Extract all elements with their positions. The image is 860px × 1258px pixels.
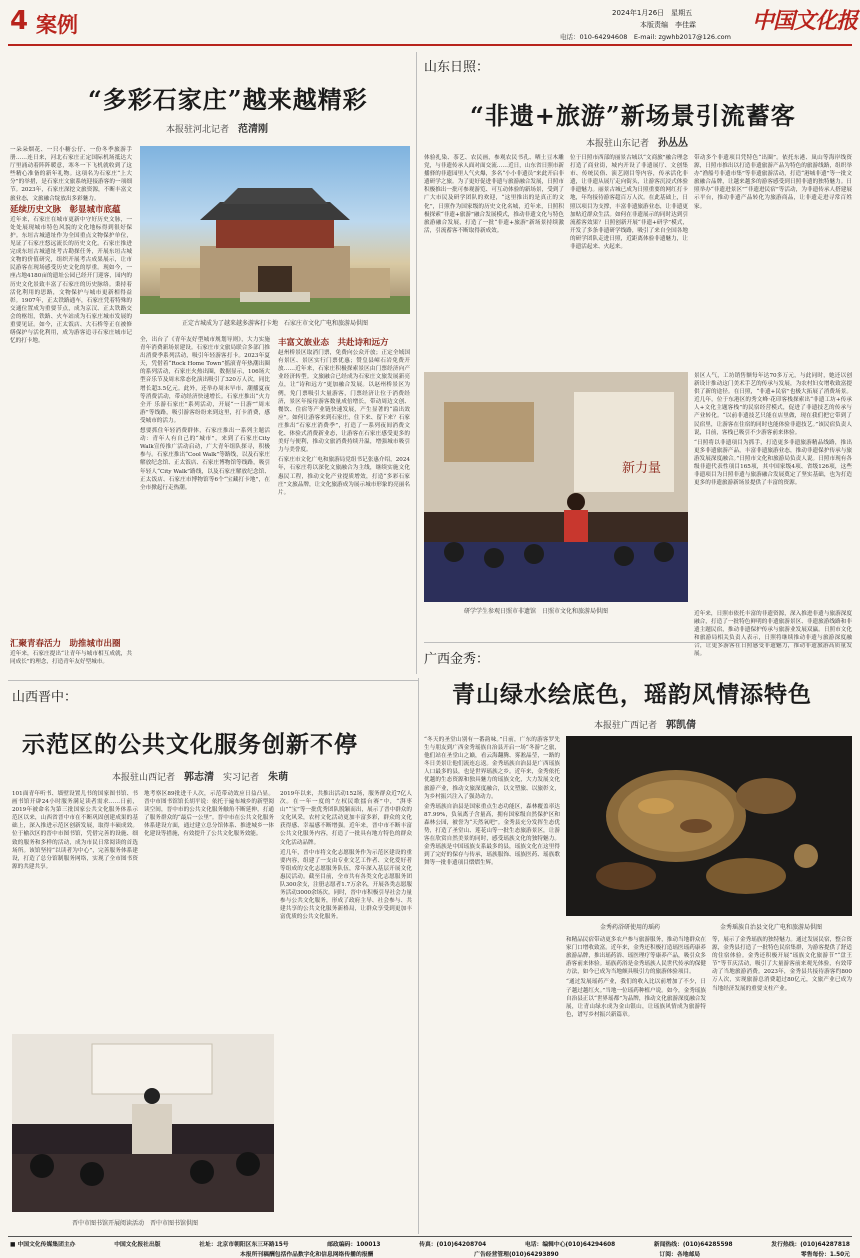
- article2-photo: [424, 372, 688, 602]
- article4-kicker: 广西金秀：: [424, 652, 490, 667]
- article4-photo-caption-right: 金秀瑶族自治县文化广电和旅游局供图: [720, 924, 823, 931]
- article2-title: “非遗+旅游”新场景引流蓄客: [470, 101, 796, 130]
- caption-credit: 石家庄市文化广电和旅游局供图: [284, 320, 369, 327]
- article2-col-b: 位于日照市西部的丽景古城以“文商旅”融合理念打造了商业街，城内开设了非遗展厅、文创集市、传统民俗、演艺剧目等内容，传承活化非遗，让非遗从展厅走向街头，让游客沉浸式体验非遗魅力。丽景古城已成为日照重要的网红打卡地，年均接待游客超百万人次。在此基础上，日照以项目为支撑，丰富非遗旅游业态，让非遗更加贴近群众生活。如何在非遗展示的同时达到引流蓄客效果？日照创新开展“非遗+研学”模式，开发了多条非遗研学线路，吸引了来自全国各地的研学团队走进日照，近距离体验非遗魅力，让非遗活起来、火起来。: [570, 155, 688, 251]
- footer-fax: 传真：(010)64208704: [419, 1242, 487, 1248]
- article2-photo-caption: 研学学生参观日照市非遗馆 日照市文化和旅游局供图: [464, 608, 609, 615]
- byline-name: 孙丛丛: [658, 138, 689, 149]
- footer-rule: [8, 1236, 852, 1237]
- article1-subhead-2: 丰富文旅业态 共赴诗和远方: [278, 338, 389, 348]
- article1-col3: [278, 336, 410, 674]
- article2-col-e: [694, 372, 852, 610]
- footer-line-1: [10, 1239, 850, 1248]
- article1-body-4: 赵州桥景区取消门票，免费向公众开放；正定全域国有景区、景区实行门票优惠；赞皇县嶂石岩免费开放……近年来，石家庄积极探索景区由门票经济向产业经济转型。文旅融合已经成为石家庄文旅发展新亮点，让“诗和远方”更加融合发展。以赵州桥景区为例，免门票吸引大量游客，门票经济让位于消费经济，景区年接待游客数量成倍增长，带动周边文创、餐饮、住宿等产业链快速发展，产生显著的“溢出效应”。如何让游客来到石家庄，住下来、留下来？石家庄推出“石家庄消费季”，打造了一系列夜间消费文化、体验式消费新业态，让游客在石家庄感受更多的美好与便利，推动文旅消费持续升温，增强城市吸引力与美誉度。: [278, 350, 410, 454]
- photo-wall-sign: 新力量: [622, 461, 662, 476]
- article3-col3: [280, 790, 412, 1234]
- caption-inscription: 正定古城成为了越来越多游客打卡地: [182, 320, 279, 327]
- article1-body-6: 近年来，石家庄提出“让青年与城市相互成就，共同成长”的理念，打造青年友好型城市。: [10, 651, 132, 666]
- article4-photo: [566, 736, 852, 916]
- herbal-medicine-illustration: [566, 736, 852, 916]
- footer-dist-hotline: 发行热线：(010)64287818: [771, 1242, 850, 1248]
- byline-name: 郭凯倩: [666, 720, 697, 731]
- article1-body-2: 全，出台了《青年友好型城市规划导则》，大力实施青年消费新场景建设。石家庄市文旅局联合多部门推出消费季系列活动，吸引年轻游客打卡。2023年夏天，凭借着“Rock Home Town”摇滚青年热潮出圈的系列活动，石家庄火热出圈，数据显示，106场大型音乐节及周末常态化演出吸引了320万人次，同比增长超3.5亿元。此外，还举办周末早市、潮播夏夜等消费活动，带动经济快速增长。石家庄推出“火力全开 乐游石家庄”系列活动，开展“一日游”“周末游”等线路，吸引游客纷纷来到这里，打卡消费，感受城市的活力。: [140, 337, 270, 424]
- byline-name-1: 郭志清: [184, 772, 215, 783]
- reading-event-illustration: [12, 1034, 274, 1212]
- article1-byline: [166, 120, 268, 135]
- horizontal-divider-2: [8, 680, 418, 681]
- byline-prefix: 本报驻山东记者: [586, 139, 650, 149]
- article3-photo-caption: 晋中市图书馆开展阅读活动 晋中市图书馆供图: [72, 1220, 199, 1227]
- vertical-divider-2: [418, 678, 419, 1234]
- header-contact: 电话：010-64294608 E-mail: zgwhb2017@126.com: [560, 33, 731, 41]
- section-label: 案例: [36, 12, 78, 37]
- byline-mid: 实习记者: [223, 773, 260, 783]
- article4-body-4: “通过发展瑶药产业，我们的收入比以前增加了不少，日子越过越红火。”当地一位瑶药种植户说。如今，金秀瑶族自治县正以“世界瑶都”为品牌，推动文化旅游深度融合发展，让青山绿水成为金山银山，让瑶族风情成为旅游特色，谱写乡村振兴新篇章。: [566, 979, 706, 1018]
- footer-news-hotline: 新闻热线：(010)64285598: [653, 1242, 733, 1248]
- article2-body-6: “日照将以非遗项目为抓手，打造更多非遗旅游精品线路，推出更多非遗旅游产品，丰富非遗旅游业态，推动非遗保护传承与旅游发展深度融合。”日照市文化和旅游局负责人说。日照市现有各级非遗代表性项目165项，其中国家级4项、省级126项，这些非遗项目为日照非遗与旅游融合发展奠定了坚实基础，也为打造更多的非遗旅游新场景提供了丰富的资源。: [694, 439, 852, 487]
- article1-photo-caption: [182, 318, 368, 327]
- article4-body-3: 和精品民宿带动更多农户参与旅游服务，推动当地群众在家门口增收致富。近年来，金秀还积极打造瑶医瑶药康养旅游品牌，推出瑶药浴、瑶医理疗等康养产品，吸引众多游客前来体验。瑶族药浴是金秀瑶族人民世代传承的保健方法，如今已成为当地颇具吸引力的旅游体验项目。: [566, 937, 706, 976]
- byline-prefix: 本报驻河北记者: [166, 125, 230, 135]
- article3-title: 示范区的公共文化服务创新不停: [22, 731, 358, 758]
- footer-postcode: 邮政编码：100013: [327, 1242, 381, 1248]
- ancient-gate-illustration: [140, 146, 410, 314]
- footer-org: ■ 中国文化传媒集团主办: [10, 1242, 76, 1248]
- article4-byline: [594, 716, 696, 731]
- byline-name-2: 朱萌: [268, 772, 289, 783]
- horizontal-divider-1: [424, 642, 852, 643]
- header-rule: [8, 44, 852, 46]
- study-tour-illustration: [424, 372, 688, 602]
- article3-body-4: 近几年，晋中市将文化志愿服务作为示范区建设的重要内容，组建了一支由专业文艺工作者、文化爱好者等组成的文化志愿服务队伍，常年深入基层开展文化惠民活动。截至目前，全市共有各类文化志愿服务团队300余支，注册志愿者1.7万余名，开展各类志愿服务活动3000余场次。同时，晋中市积极引导社会力量参与公共文化服务，形成了政府主导、社会参与、共建共享的公共文化服务新格局，让群众享受到更加丰富优质的公共文化服务。: [280, 849, 412, 921]
- article3-kicker: 山西晋中：: [12, 690, 78, 705]
- masthead-logo: 中国文化报: [752, 8, 858, 34]
- article1-photo: [140, 146, 410, 314]
- byline-prefix: 本报驻广西记者: [594, 721, 658, 731]
- footer-address: 社址：北京市朝阳区东三环路15号: [199, 1242, 289, 1248]
- byline-prefix: 本报驻山西记者: [112, 773, 176, 783]
- footer-edit-phone: 电话：编辑中心(010)64294608: [524, 1242, 616, 1248]
- article4-col3: 等，展示了金秀瑶族的独特魅力。通过发展民宿，整合资源，金秀县打造了一批特色民宿集群，为游客提供了舒适的住宿体验。金秀还积极开展“瑶族文化旅游节”“盘王节”等节庆活动，吸引了大量游客前来观光体验，有效带动了当地旅游消费。2023年，金秀县共接待游客约800万人次，实现旅游总消费超过80亿元，文旅产业已成为当地经济发展的重要支柱产业。: [712, 937, 852, 992]
- article2-body-4: 近年来，日照市依托丰富的非遗资源，深入推进非遗与旅游深度融合，打造了一批特色鲜明的非遗旅游景区、非遗旅游线路和非遗主题民宿，推动非遗保护传承与旅游业发展双赢。日照市文化和旅游局相关负责人表示，日照将继续推动非遗与旅游深度融合，让更多游客在日照感受非遗魅力，推动非遗旅游高质量发展。: [694, 611, 852, 658]
- article3-col1: 101面青年听书、墙壁设置儿书的国家图书馆、书画书馆开辟24小时服务满足读者需求……日前，2019年被命名为第三批国家公共文化服务体系示范区以来，山西省晋中市在不断巩固创建成果的基础上，深入推进示范区创新发展，取得丰硕成效。位于榆次区的晋中市图书馆，凭借完善的设施、细致的服务和多样的活动，成为市民日常阅读的首选场所。该馆坚持“以读者为中心”，完善服务体系建设，打造了总分馆制服务网络，实现了全市图书资源的共建共享。: [12, 791, 138, 870]
- article2-col1: 体验扎染、茶艺、农民画，参观农民书孔、晒土豆木雕党，与非遗传承人面对面交流……近日，山东省日照市新播驿的非遗园里人气火爆，多名“小小非遗员”来此开启非遗研学之旅。为了更好促进非遗与旅游融合发展，日照市积极推出一批可参观游览、可互动体验的新场景，受到了广大市民及研学团队的欢迎，“这里推出的是真正的文化”，日照作为国家级的历史文化名城，近年来，日照积极探索“非遗+旅游”融合发展模式，推动非遗文化与特色旅游融合发展，打造了一批“非遗+旅游”新场景持续激活，引流蓄客不断取得新成效。: [424, 155, 564, 234]
- footer-royalty-note: 本报所刊稿酬包括作品数字化和信息网络传播的报酬: [240, 1252, 374, 1258]
- vertical-divider-1: [416, 52, 417, 674]
- header-date: 2024年1月26日 星期五: [612, 9, 693, 17]
- article1-body-3: 想要抓住年轻消费群体，石家庄推出一系列主题活动：青年人有自己的“城市”，来到了石家庄City Walk宣传推广活动启动，广大青年组队探寻，积极参与。石家庄推出“Cool Walk”等路线，以及石家庄解放纪念馆、正太饭店、石家庄博物馆等线路，吸引年轻人“City Walk”路线，以及石家庄解放纪念馆、正太饭店、石家庄市博物馆等6个“宝藏打卡地”，在全市掀起行走热潮。: [140, 428, 270, 491]
- article1-title: “多彩石家庄”越来越精彩: [88, 85, 368, 114]
- header-editor: 本版责编 李佳霖: [640, 21, 696, 29]
- article4-body-1: “冬天的圣堂山别有一番韵味。”日前，广东的游客罗先生与朋友到广西金秀瑶族自治县开启一场“冬游”之旅，他们站在圣堂山之巅，看云海翻腾、雾凇晶莹，一路的冬日美景让他们流连忘返。金秀瑶族自治县是广西瑶族人口最多的县，也是世界瑶族之乡。近年来，金秀依托优越的生态资源和独具魅力的瑶族文化，大力发展文化旅游产业，推动文旅深度融合，以文塑旅、以旅彰文，为乡村振兴注入了强劲动力。: [424, 737, 560, 800]
- article3-byline: [112, 768, 288, 783]
- article1-subhead-3: 汇聚青春活力 助推城市出圈: [10, 639, 121, 649]
- article3-photo: [12, 1034, 274, 1212]
- article4-photo-caption-left: 金秀药浴研使用的瑶药: [600, 924, 661, 931]
- article4-col1: [424, 736, 560, 1232]
- page-number: 4: [10, 6, 29, 36]
- article2-body-3-text: 景区人气，工坊销售额每年达70多万元，与此同时，她还以创新设计推动这门美术手艺的传承与发展，为农村妇女增收致富提供了新的途径。在日照，“非遗+民宿”也极大拓展了消费场景。近几年，位于东港区的秀文峰·花印客栈探索出“非遗工坊+传承人+文化主题客栈”的民宿经营模式，促进了非遗技艺的传承与产业转化。“以前非遗技艺只能在店里做，现在我们把它带到了民宿里，让游客在住宿的同时也能体验非遗技艺。”该民宿负责人说，目前，客栈已吸引不少游客前来体验。: [694, 373, 852, 436]
- article1-subhead-1: 延续历史文脉 彰显城市底蕴: [10, 204, 121, 215]
- article2-kicker: 山东日照：: [424, 60, 490, 75]
- footer-price: 零售每份：1.50元: [800, 1252, 850, 1258]
- article1-col2: [140, 336, 270, 674]
- article4-col2: [566, 936, 706, 1232]
- footer-ad-phone: 广告经营管理(010)64293890: [474, 1252, 559, 1258]
- byline-name: 范清刚: [238, 124, 269, 135]
- article3-col2: 地考察区89批进千人次，示范带动效应日益凸显。晋中市图书馆馆长胡平说：依托于遍布城乡的新型阅读空间，晋中市的公共文化服务触角不断延伸，打通了服务群众的“最后一公里”。晋中市在公共文化服务体系建设方面，通过建立总分馆体系、推进城乡一体化建设等措施，有效提升了公共文化服务效能。: [144, 791, 274, 838]
- article1-lead: 一朵朵烟花、一只小糖公仔、一份冬季旅游手册……连日来，河北石家庄正定国际机场抵达大厅里涌动着阵阵暖意，寒冬一下飞机就收到了这些精心准备的新年礼物。这项名为石家庄“上大分”的举措，是石家庄文旅系统迎接游客的一项细节。2023年，石家庄深挖文旅资源，不断丰富文旅业态，文旅融合绽放出多彩魅力。: [10, 147, 132, 202]
- footer-subscription: 订阅：各地邮局: [659, 1252, 701, 1258]
- footer-line-2: [240, 1249, 850, 1258]
- article1-body-5: 石家庄市文化广电和旅游局党组书记张惠介绍，2024年，石家庄将以深化文旅融合为主线，继续实施文化惠民工程，推动文化产业提质增效，打造“多彩石家庄”文旅品牌，让文化旅游成为展示城市形象的亮丽名片。: [278, 457, 410, 496]
- article4-body-2: 金秀瑶族自治县是国家重点生态功能区，森林覆盖率达87.99%，负氧离子含量高，拥有国家级自然保护区和森林公园，被誉为“天然氧吧”。金秀县充分发挥生态优势，打造了圣堂山、莲花山等一批生态旅游景区，让游客在欣赏自然美景的同时，感受瑶族文化的独特魅力。金秀瑶族是中国瑶族支系最多的县，瑶族文化在这里得到了完好的保存与传承，瑶族服饰、瑶族医药、瑶族歌舞等一批非遗项目熠熠生辉。: [424, 803, 560, 867]
- article3-body-3: 2019年以来，共推出活动152场，服务群众近7亿人次。在一年一度的“左权民歌擂台赛”中，“湃枣山”“宝”等一批优秀团队脱颖而出，展示了晋中群众的文化风采，农村文化活动更加丰富多彩，群众的文化获得感、幸福感不断增强。近年来，晋中市不断丰富公共文化服务内容，打造了一批具有地方特色的群众文化活动品牌。: [280, 791, 412, 846]
- article2-byline: [586, 134, 688, 149]
- article1-body-1: 近年来，石家庄在城市更新中守好历史文脉，一处处展现城市特色风貌的文化地标得到很好保护。东垣古城遗址作为全国重点文物保护单位，见证了石家庄悠远流长的历史文化。石家庄推进完成东垣古城遗址考古勘探任务，开展东垣古城文物的价值研究，组织开展考古成果展示，让市民游客在现场感受历史文化的厚重。现如今，一座占地4180亩的遗址公园已经开门迎客，园内的历史文化景致丰富了石家庄的历史脉络。秉持着活化利用的思路，文物保护与城市更新相得益彰。1907年，正太铁路通车，石家庄凭着特殊的交通位置成为重要节点，成为京汉、正太铁路交会的枢纽，铁路、火车站成为石家庄城市发展的重要见证。如今，正太饭店、大石桥等正在被修缮保护与活化利用，成为游客追寻石家庄城市记忆的打卡地。: [10, 216, 132, 345]
- article2-col-c: 带动多个非遗项目凭特色“出圈”。依托东港、岚山等海岸线资源，日照市推出以打造非遗旅游产品为特色的旅游线路，组织举办“渔船号非遗市集”等非遗旅游活动，打造“港城非遗”等一批文旅融合品牌，让越来越多的游客感受到日照非遗的独特魅力。日照举办“非遗进景区”“非遗进民宿”等活动，为非遗传承人搭建展示平台，推动非遗产品转化为旅游商品，让非遗走进寻常百姓家。: [694, 155, 852, 210]
- article4-title: 青山绿水绘底色，瑶韵风情添特色: [452, 681, 812, 708]
- article1-col1: [10, 146, 132, 634]
- footer-publisher: 中国文化报社出版: [114, 1242, 161, 1248]
